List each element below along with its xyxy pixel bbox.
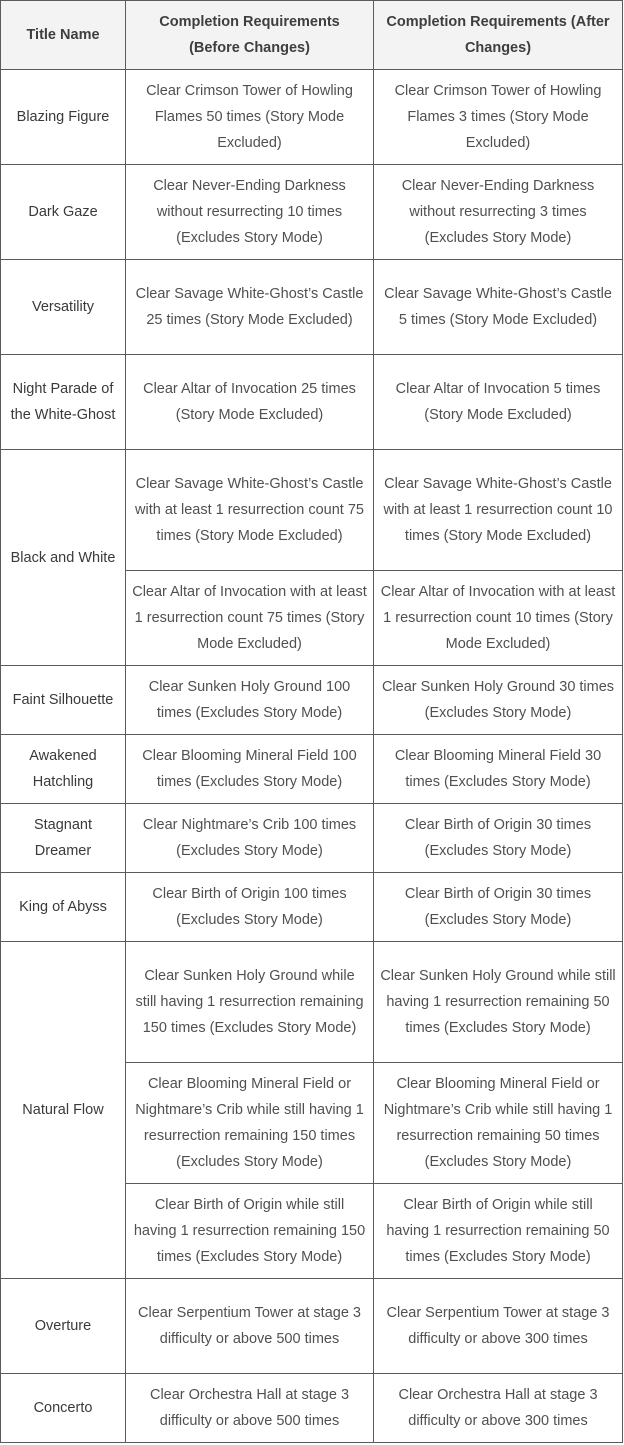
title-name-cell: Blazing Figure xyxy=(1,70,126,165)
title-name-cell: Dark Gaze xyxy=(1,165,126,260)
requirement-before-cell: Clear Serpentium Tower at stage 3 difficulty or above 500 times xyxy=(126,1279,374,1374)
table-row xyxy=(1,260,623,355)
table-row xyxy=(1,735,623,804)
requirement-before-cell: Clear Sunken Holy Ground 100 times (Excludes Story Mode) xyxy=(126,666,374,735)
title-name-cell: King of Abyss xyxy=(1,873,126,942)
requirement-before-cell: Clear Orchestra Hall at stage 3 difficulty or above 500 times xyxy=(126,1374,374,1443)
requirement-before-cell: Clear Never-Ending Darkness without resurrecting 10 times (Excludes Story Mode) xyxy=(126,165,374,260)
requirement-after-cell: Clear Blooming Mineral Field 30 times (Excludes Story Mode) xyxy=(374,735,623,804)
requirement-after-cell: Clear Orchestra Hall at stage 3 difficulty or above 300 times xyxy=(374,1374,623,1443)
table-row xyxy=(1,1279,623,1374)
requirement-before-cell: Clear Birth of Origin while still having 1 resurrection remaining 150 times (Excludes Story Mode) xyxy=(126,1184,374,1279)
requirement-before-cell: Clear Nightmare’s Crib 100 times (Excludes Story Mode) xyxy=(126,804,374,873)
table-row xyxy=(1,70,623,165)
title-name-cell: Night Parade of the White-Ghost xyxy=(1,355,126,450)
requirement-after-cell: Clear Blooming Mineral Field or Nightmare’s Crib while still having 1 resurrection remaining 50 times (Excludes Story Mode) xyxy=(374,1063,623,1184)
title-name-cell: Black and White xyxy=(1,450,126,666)
requirement-before-cell: Clear Blooming Mineral Field 100 times (Excludes Story Mode) xyxy=(126,735,374,804)
table-row xyxy=(1,355,623,450)
title-name-cell: Stagnant Dreamer xyxy=(1,804,126,873)
requirement-before-cell: Clear Crimson Tower of Howling Flames 50 times (Story Mode Excluded) xyxy=(126,70,374,165)
title-name-cell: Faint Silhouette xyxy=(1,666,126,735)
requirement-before-cell: Clear Savage White-Ghost’s Castle 25 times (Story Mode Excluded) xyxy=(126,260,374,355)
header-after-changes: Completion Requirements (After Changes) xyxy=(374,1,623,70)
table-body xyxy=(1,70,623,1443)
requirement-before-cell: Clear Birth of Origin 100 times (Excludes Story Mode) xyxy=(126,873,374,942)
requirement-after-cell: Clear Sunken Holy Ground while still having 1 resurrection remaining 50 times (Excludes Story Mode) xyxy=(374,942,623,1063)
table-row xyxy=(1,873,623,942)
requirement-after-cell: Clear Savage White-Ghost’s Castle with at least 1 resurrection count 10 times (Story Mode Excluded) xyxy=(374,450,623,571)
table-row xyxy=(1,450,623,571)
title-name-cell: Natural Flow xyxy=(1,942,126,1279)
table-header xyxy=(1,1,623,70)
requirement-before-cell: Clear Altar of Invocation with at least 1 resurrection count 75 times (Story Mode Excluded) xyxy=(126,571,374,666)
title-name-cell: Concerto xyxy=(1,1374,126,1443)
table-row xyxy=(1,666,623,735)
requirement-before-cell: Clear Altar of Invocation 25 times (Story Mode Excluded) xyxy=(126,355,374,450)
requirement-after-cell: Clear Altar of Invocation 5 times (Story Mode Excluded) xyxy=(374,355,623,450)
title-name-cell: Versatility xyxy=(1,260,126,355)
table-row xyxy=(1,804,623,873)
requirement-after-cell: Clear Birth of Origin 30 times (Excludes Story Mode) xyxy=(374,804,623,873)
requirement-before-cell: Clear Blooming Mineral Field or Nightmare’s Crib while still having 1 resurrection remaining 150 times (Excludes Story Mode) xyxy=(126,1063,374,1184)
header-before-changes: Completion Requirements (Before Changes) xyxy=(126,1,374,70)
title-name-cell: Overture xyxy=(1,1279,126,1374)
requirement-after-cell: Clear Sunken Holy Ground 30 times (Excludes Story Mode) xyxy=(374,666,623,735)
table-row xyxy=(1,942,623,1063)
requirement-after-cell: Clear Savage White-Ghost’s Castle 5 times (Story Mode Excluded) xyxy=(374,260,623,355)
requirement-after-cell: Clear Birth of Origin while still having 1 resurrection remaining 50 times (Excludes Story Mode) xyxy=(374,1184,623,1279)
header-title-name: Title Name xyxy=(1,1,126,70)
header-row xyxy=(1,1,623,70)
requirement-after-cell: Clear Altar of Invocation with at least 1 resurrection count 10 times (Story Mode Excluded) xyxy=(374,571,623,666)
requirement-before-cell: Clear Sunken Holy Ground while still having 1 resurrection remaining 150 times (Excludes Story Mode) xyxy=(126,942,374,1063)
requirement-after-cell: Clear Serpentium Tower at stage 3 difficulty or above 300 times xyxy=(374,1279,623,1374)
requirement-after-cell: Clear Never-Ending Darkness without resurrecting 3 times (Excludes Story Mode) xyxy=(374,165,623,260)
table-row xyxy=(1,165,623,260)
requirement-after-cell: Clear Crimson Tower of Howling Flames 3 times (Story Mode Excluded) xyxy=(374,70,623,165)
requirement-after-cell: Clear Birth of Origin 30 times (Excludes Story Mode) xyxy=(374,873,623,942)
table-row xyxy=(1,1374,623,1443)
title-name-cell: Awakened Hatchling xyxy=(1,735,126,804)
requirement-before-cell: Clear Savage White-Ghost’s Castle with at least 1 resurrection count 75 times (Story Mode Excluded) xyxy=(126,450,374,571)
